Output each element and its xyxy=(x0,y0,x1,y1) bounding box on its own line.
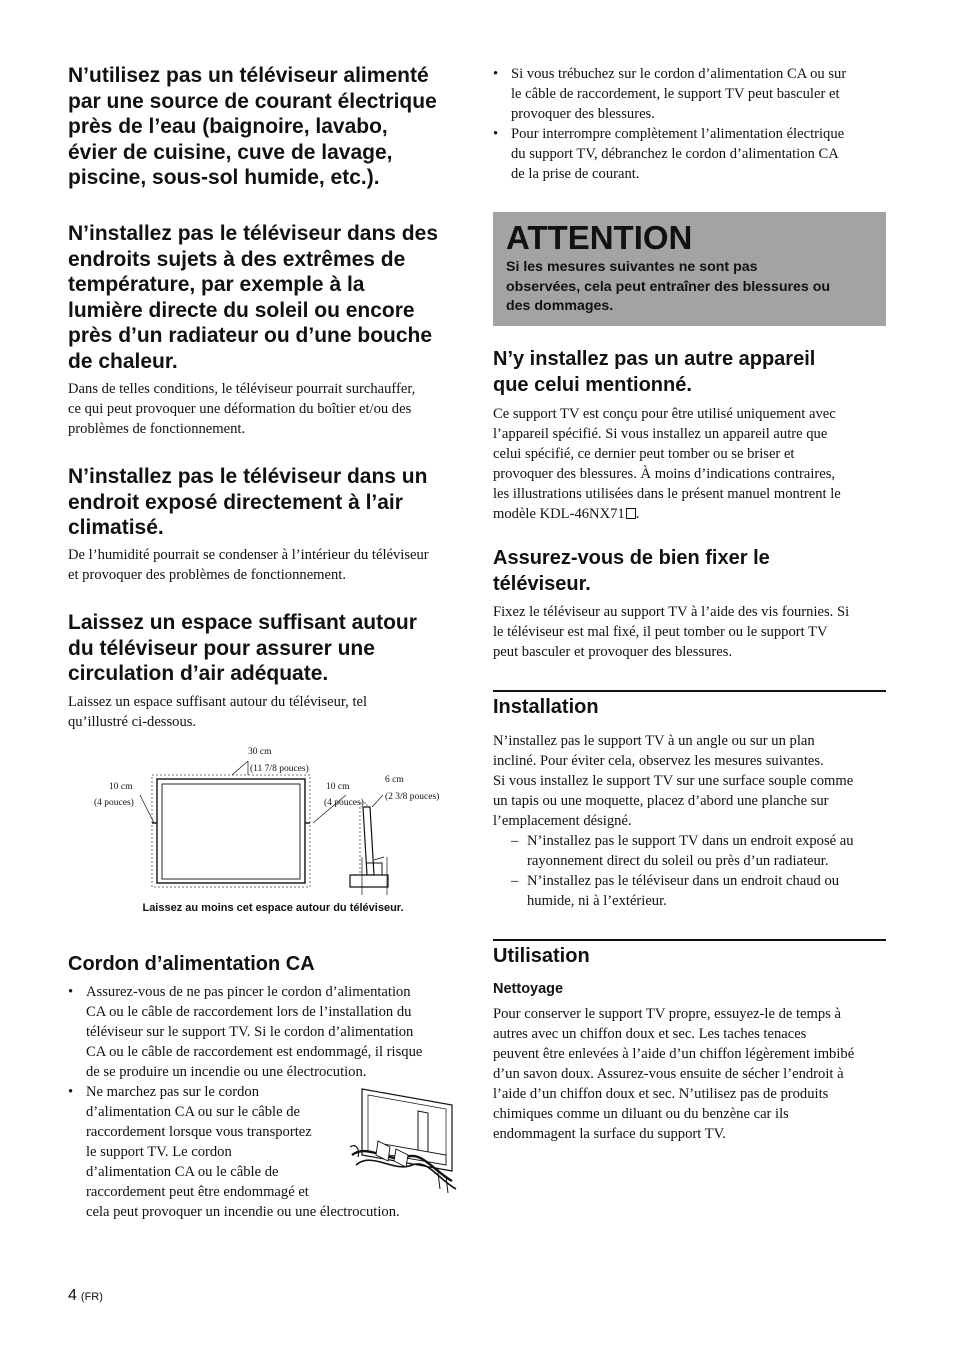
text-line: raccordement lorsque vous transportez xyxy=(86,1124,312,1140)
heading-line: endroits sujets à des extrêmes de xyxy=(68,247,406,271)
text-line: peut basculer et provoquer des blessures. xyxy=(493,644,733,660)
heading-line: du téléviseur pour assurer une xyxy=(68,636,375,660)
text-line: l’appareil spécifié. Si vous installez un appareil autre que xyxy=(493,426,828,442)
heading-line: circulation d’air adéquate. xyxy=(68,662,329,686)
text-line: un tapis ou une moquette, placez d’abord une planche sur xyxy=(493,793,829,809)
text-line: rayonnement direct du soleil ou près d’un radiateur. xyxy=(527,853,829,869)
dash-item xyxy=(493,871,886,911)
bullet-mark: • xyxy=(493,66,499,82)
text-line: problèmes de fonctionnement. xyxy=(68,421,246,437)
heading-power-cord: Cordon d’alimentation CA xyxy=(68,953,315,975)
square-placeholder-icon xyxy=(626,508,636,519)
section-divider xyxy=(493,690,886,692)
text-line: le téléviseur est mal fixé, il peut tomber ou le support TV xyxy=(493,624,828,640)
left-clearance-cm: 10 cm xyxy=(109,782,133,792)
side-clearance-in: (4 pouces) xyxy=(324,798,364,808)
dash-mark: – xyxy=(511,873,519,889)
text-line: Si vous installez le support TV sur une surface souple comme xyxy=(493,773,854,789)
attention-title: ATTENTION xyxy=(506,219,693,256)
paragraph-installation xyxy=(493,731,886,911)
heading-line: que celui mentionné. xyxy=(493,373,692,396)
heading-line: N’y installez pas un autre appareil xyxy=(493,348,816,370)
bullet-mark: • xyxy=(68,1084,74,1100)
paragraph-fix-tv xyxy=(493,602,886,662)
text-line: celui spécifié, ce dernier peut tomber ou se briser et xyxy=(493,446,795,462)
paragraph-temperature xyxy=(68,379,415,439)
heading-ventilation xyxy=(68,610,417,687)
text-line: d’alimentation CA ou sur le câble de xyxy=(86,1104,300,1120)
text-line: humide, ni à l’extérieur. xyxy=(527,893,667,909)
text-line: provoquer des blessures. À moins d’indications contraires, xyxy=(493,466,836,482)
heading-line: près de l’eau (baignoire, lavabo, xyxy=(68,115,388,139)
power-cord-bullet-1 xyxy=(68,982,460,1082)
heading-line: endroit exposé directement à l’air xyxy=(68,490,403,514)
heading-line: piscine, sous-sol humide, etc.). xyxy=(68,166,380,190)
text-line: incliné. Pour éviter cela, observez les mesures suivantes. xyxy=(493,753,824,769)
bullet-mark: • xyxy=(493,126,499,142)
text-line: peuvent être enlevées à l’aide d’un chiffon légèrement imbibé xyxy=(493,1046,855,1062)
text-line: Assurez-vous de ne pas pincer le cordon d’alimentation xyxy=(86,984,411,1000)
text-line: Fixez le téléviseur au support TV à l’aide des vis fournies. Si xyxy=(493,604,850,620)
cable-illustration xyxy=(348,1085,460,1195)
text-line: l’aide d’un chiffon doux et sec. N’utilisez pas de produits xyxy=(493,1086,829,1102)
paragraph-air-conditioning xyxy=(68,545,429,585)
heading-temperature xyxy=(68,221,438,375)
text-line: provoquer des blessures. xyxy=(511,106,655,122)
section-divider xyxy=(493,939,886,941)
text-line: les illustrations utilisées dans le présent manuel montrent le xyxy=(493,486,841,502)
text-line: De l’humidité pourrait se condenser à l’intérieur du téléviseur xyxy=(68,547,429,563)
text-line: Pour conserver le support TV propre, essuyez-le de temps à xyxy=(493,1006,841,1022)
heading-line: de chaleur. xyxy=(68,349,178,373)
paragraph-cleaning xyxy=(493,1004,886,1144)
heading-installation: Installation xyxy=(493,696,599,718)
text-line: observées, cela peut entraîner des blessures ou xyxy=(506,278,831,295)
text-line: Si les mesures suivantes ne sont pas xyxy=(506,259,758,275)
language-code: (FR) xyxy=(80,1291,103,1303)
text-line: de la prise de courant. xyxy=(511,166,640,182)
text-line: le câble de raccordement, le support TV peut basculer et xyxy=(511,86,840,102)
text-line: d’un savon doux. Assurez-vous ensuite de sécher l’endroit à xyxy=(493,1066,844,1082)
subheading-cleaning: Nettoyage xyxy=(493,981,564,997)
heading-fix-tv xyxy=(493,546,770,597)
text-line: de se produire un incendie ou une électrocution. xyxy=(86,1064,367,1080)
model-name: modèle KDL-46NX71 xyxy=(493,506,625,522)
page-number xyxy=(68,1287,103,1305)
heading-line: Assurez-vous de bien fixer le xyxy=(493,547,770,569)
text-line: ce qui peut provoquer une déformation du boîtier et/ou des xyxy=(68,401,412,417)
diagram-caption: Laissez au moins cet espace autour du téléviseur. xyxy=(142,902,404,914)
attention-text xyxy=(506,258,876,317)
side-clearance-cm: 10 cm xyxy=(326,782,350,792)
text-line: des dommages. xyxy=(506,298,614,314)
clearance-diagram xyxy=(88,745,448,895)
heading-line: lumière directe du soleil ou encore xyxy=(68,298,415,322)
tv-stand-cable-icon xyxy=(348,1085,460,1195)
heading-other-device xyxy=(493,347,815,398)
text-line: endommagent la surface du support TV. xyxy=(493,1126,726,1142)
text-line: le support TV. Le cordon xyxy=(86,1144,232,1160)
right-bullet-2 xyxy=(493,124,886,184)
text-line: N’installez pas le support TV à un angle ou sur un plan xyxy=(493,733,815,749)
text-line: raccordement peut être endommagé et xyxy=(86,1184,309,1200)
text-line: Pour interrompre complètement l’alimentation électrique xyxy=(511,126,845,142)
heading-line: évier de cuisine, cuve de lavage, xyxy=(68,140,393,164)
heading-line: près d’un radiateur ou d’une bouche xyxy=(68,324,433,348)
rear-clearance-in: (2 3/8 pouces) xyxy=(385,792,440,802)
heading-line: N’utilisez pas un téléviseur alimenté xyxy=(68,64,429,87)
text-line: Laissez un espace suffisant autour du téléviseur, tel xyxy=(68,694,368,710)
paragraph-other-device xyxy=(493,404,886,524)
heading-line: température, par exemple à la xyxy=(68,273,365,297)
text-line: Ce support TV est conçu pour être utilisé uniquement avec xyxy=(493,406,836,422)
text-line: Ne marchez pas sur le cordon xyxy=(86,1084,260,1100)
heading-line: N’installez pas le téléviseur dans un xyxy=(68,465,428,488)
text-line: chimiques comme un diluant ou du benzène car ils xyxy=(493,1106,789,1122)
text-line: CA ou le câble de raccordement lors de l’installation du xyxy=(86,1004,412,1020)
heading-air-conditioning xyxy=(68,464,427,541)
paragraph-ventilation xyxy=(68,692,367,732)
text-line: téléviseur sur le support TV. Si le cordon d’alimentation xyxy=(86,1024,414,1040)
dash-item xyxy=(493,831,886,871)
page-number-value: 4 xyxy=(68,1287,77,1304)
heading-water-warning xyxy=(68,63,437,191)
text-line: l’emplacement désigné. xyxy=(493,813,632,829)
right-bullet-1 xyxy=(493,64,886,124)
top-clearance-cm: 30 cm xyxy=(248,747,272,757)
heading-line: Laissez un espace suffisant autour xyxy=(68,611,417,634)
bullet-mark: • xyxy=(68,984,74,1000)
heading-line: téléviseur. xyxy=(493,572,591,595)
text-line: et provoquer des problèmes de fonctionnement. xyxy=(68,567,347,583)
heading-line: climatisé. xyxy=(68,516,164,540)
top-clearance-in: (11 7/8 pouces) xyxy=(250,764,309,774)
text-line: autres avec un chiffon doux et sec. Les taches tenaces xyxy=(493,1026,807,1042)
text-line: qu’illustré ci-dessous. xyxy=(68,714,197,730)
text-line: N’installez pas le téléviseur dans un endroit chaud ou xyxy=(527,873,840,889)
heading-utilisation: Utilisation xyxy=(493,945,590,967)
text-line: Si vous trébuchez sur le cordon d’alimentation CA ou sur xyxy=(511,66,847,82)
text-line xyxy=(493,504,886,524)
text-line: d’alimentation CA ou le câble de xyxy=(86,1164,279,1180)
rear-clearance-cm: 6 cm xyxy=(385,775,404,785)
text-line: cela peut provoquer un incendie ou une électrocution. xyxy=(86,1204,400,1220)
text-line: CA ou le câble de raccordement est endommagé, il risque xyxy=(86,1044,423,1060)
period: . xyxy=(635,506,640,522)
heading-line: N’installez pas le téléviseur dans des xyxy=(68,222,438,245)
attention-box xyxy=(493,212,886,326)
left-clearance-in: (4 pouces) xyxy=(94,798,134,808)
heading-line: par une source de courant électrique xyxy=(68,89,437,113)
text-line: du support TV, débranchez le cordon d’alimentation CA xyxy=(511,146,839,162)
text-line: Dans de telles conditions, le téléviseur pourrait surchauffer, xyxy=(68,381,416,397)
text-line: N’installez pas le support TV dans un endroit exposé au xyxy=(527,833,854,849)
dash-mark: – xyxy=(511,833,519,849)
